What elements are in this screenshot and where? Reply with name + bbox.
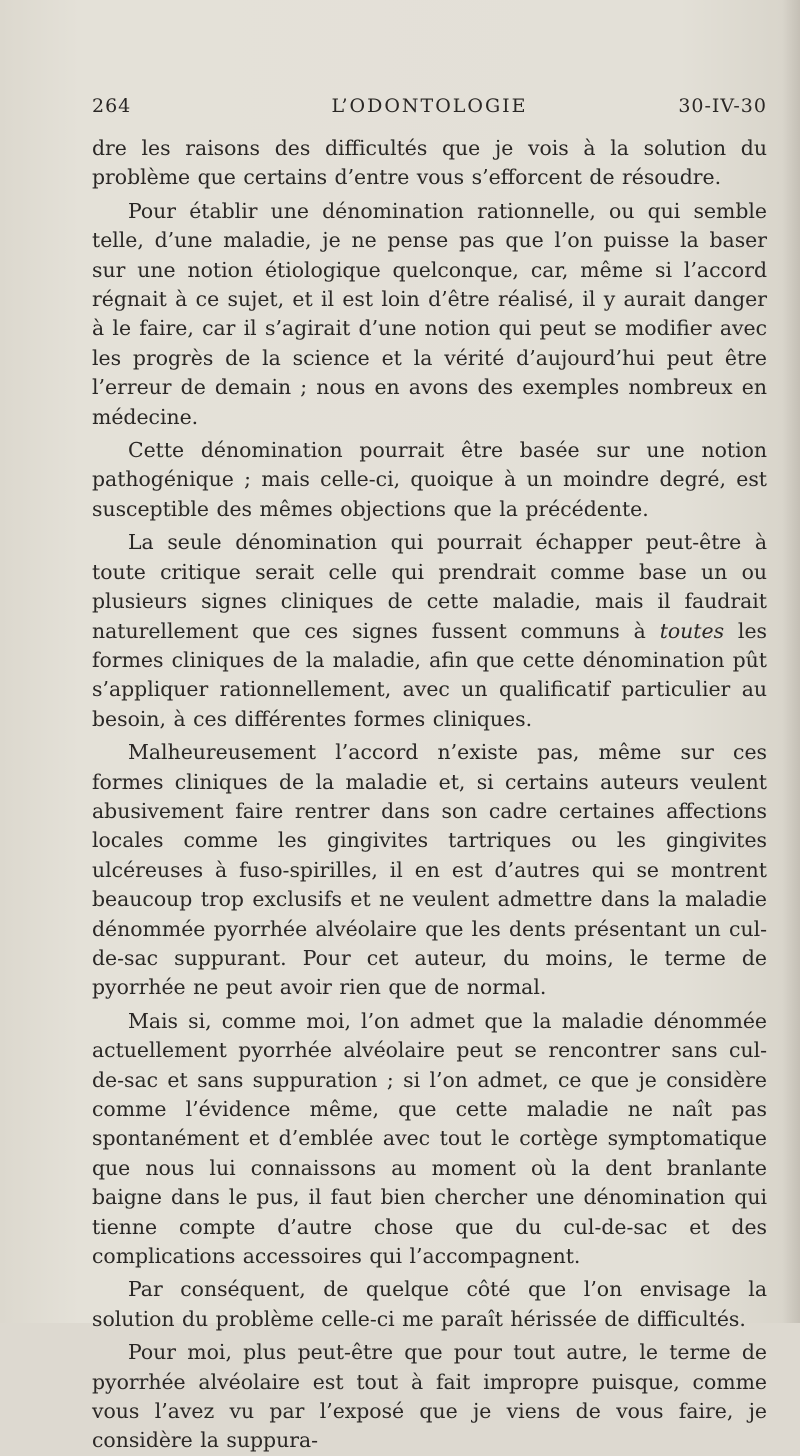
issue-date: 30-IV-30	[678, 95, 767, 117]
running-header	[92, 95, 767, 125]
paragraph-continuation: dre les raisons des difficultés que je vois à la solution du problème que certains d’entre vous s’efforcent de résoudre.	[92, 136, 767, 190]
paragraph-pathogeny: Cette dénomination pourrait être basée sur une notion pathogénique ; mais celle-ci, quoique à un moindre degré, est susceptible des mêmes objections que la précédente.	[92, 438, 767, 521]
page-number: 264	[92, 95, 132, 117]
running-title: L’ODONTOLOGIE	[331, 95, 528, 117]
emphasized-word: toutes	[659, 618, 725, 643]
paragraph-disagreement: Malheureusement l’accord n’existe pas, même sur ces formes cliniques de la maladie et, si certains auteurs veulent abusivement faire rentrer dans son cadre certaines affections locales comme les gingivites tartriques ou les gingivites ulcéreuses à fuso-spirilles, il en est d’autres qui se montrent beaucoup trop exclusifs et ne veulent admettre dans la maladie dénommée pyorrhée alvéolaire que les dents présentant un cul-de-sac suppurant. Pour cet auteur, du moins, le terme de pyorrhée ne peut avoir rien que de normal.	[92, 740, 767, 1000]
paragraph-etiology: Pour établir une dénomination rationnelle, ou qui semble telle, d’une maladie, je ne pense pas que l’on puisse la baser sur une notion étiologique quelconque, car, même si l’accord régnait à ce sujet, et il est loin d’être réalisé, il y aurait danger à le faire, car il s’agirait d’une notion qui peut se modifier avec les progrès de la science et la vérité d’aujourd’hui peut être l’erreur de demain ; nous en avons des exemples nombreux en médecine.	[92, 198, 767, 429]
paragraph-argument: Mais si, comme moi, l’on admet que la maladie dénommée actuellement pyorrhée alvéolaire peut se rencontrer sans cul-de-sac et sans suppuration ; si l’on admet, ce que je considère comme l’évidence même, que cette maladie ne naît pas spontanément et d’emblée avec tout le cortège symptomatique que nous lui connaissons au moment où la dent branlante baigne dans le pus, il faut bien chercher une dénomination qui tienne compte d’autre chose que du cul-de-sac et des complications accessoires qui l’accompagnent.	[92, 1008, 767, 1269]
body-text	[92, 134, 767, 1456]
paragraph-clinical-signs	[92, 528, 767, 734]
paragraph-text: La seule dénomination qui pourrait échapper peut-être à toute critique serait celle qui prendrait comme base un ou plusieurs signes cliniques de cette maladie, mais il faudrait naturellement que ces signes fussent communs à	[92, 530, 767, 643]
paragraph-conclusion: Par conséquent, de quelque côté que l’on envisage la solution du problème celle-ci me paraît hérissée de difficultés.	[92, 1277, 767, 1331]
paragraph-personal-view: Pour moi, plus peut-être que pour tout autre, le terme de pyorrhée alvéolaire est tout à fait impropre puisque, comme vous l’avez vu par l’exposé que je viens de vous faire, je considère la suppura-	[92, 1340, 767, 1453]
page-edge-shadow	[782, 0, 800, 1323]
paragraph-text: les formes cliniques de la maladie, afin que cette dénomination pût s’appliquer rationnellement, avec un qualificatif particulier au besoin, à ces différentes formes cliniques.	[92, 618, 767, 731]
